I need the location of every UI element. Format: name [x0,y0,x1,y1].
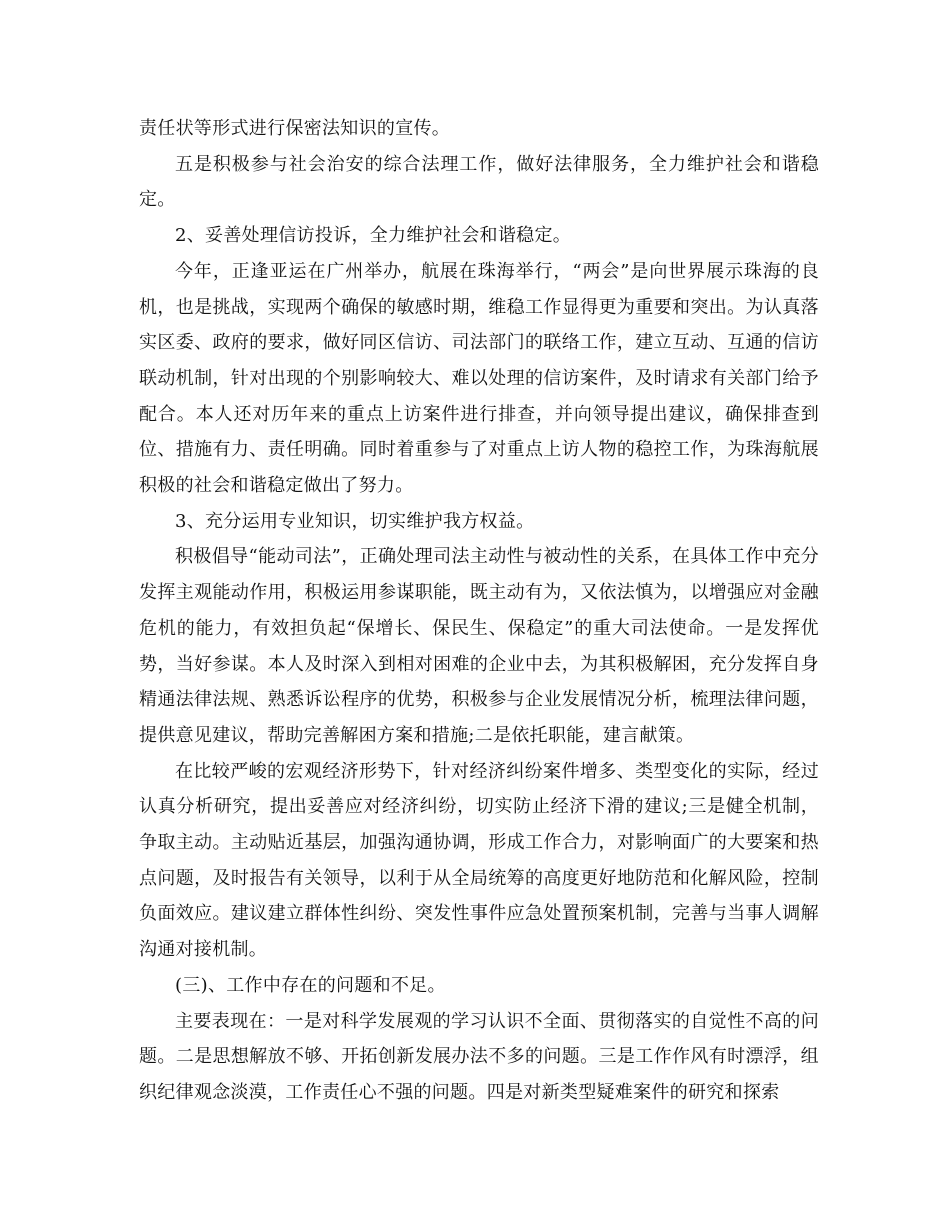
paragraph-7: 在比较严峻的宏观经济形势下，针对经济纠纷案件增多、类型变化的实际，经过认真分析研究，提出妥善应对经济纠纷，切实防止经济下滑的建议;三是健全机制，争取主动。主动贴近基层，加强沟通协调，形成工作合力，对影响面广的大要案和热点问题，及时报告有关领导，以利于从全局统筹的高度更好地防范和化解风险，控制负面效应。建议建立群体性纠纷、突发性事件应急处置预案机制，完善与当事人调解沟通对接机制。 [139,760,819,961]
paragraph-9: 主要表现在：一是对科学发展观的学习认识不全面、贯彻落实的自觉性不高的问题。二是思想解放不够、开拓创新发展办法不多的问题。三是工作作风有时漂浮，组织纪律观念淡漠，工作责任心不强的问题。四是对新类型疑难案件的研究和探索 [139,1010,819,1103]
paragraph-2: 五是积极参与社会治安的综合法理工作，做好法律服务，全力维护社会和谐稳定。 [139,153,819,211]
paragraph-1: 责任状等形式进行保密法知识的宣传。 [139,118,451,139]
paragraph-3-heading: 2、妥善处理信访投诉，全力维护社会和谐稳定。 [175,225,572,247]
paragraph-5-heading: 3、充分运用专业知识，切实维护我方权益。 [175,510,535,532]
paragraph-6: 积极倡导“能动司法”，正确处理司法主动性与被动性的关系，在具体工作中充分发挥主观能动作用，积极运用参谋职能，既主动有为，又依法慎为，以增强应对金融危机的能力，有效担负起“保增长、保民生、保稳定”的重大司法使命。一是发挥优势，当好参谋。本人及时深入到相对困难的企业中去，为其积极解困，充分发挥自身精通法律法规、熟悉诉讼程序的优势，积极参与企业发展情况分析，梳理法律问题，提供意见建议，帮助完善解困方案和措施;二是依托职能，建言献策。 [139,546,819,746]
document-body [139,111,819,1111]
paragraph-8-heading: (三)、工作中存在的问题和不足。 [175,974,446,996]
paragraph-4: 今年，正逢亚运在广州举办，航展在珠海举行，“两会”是向世界展示珠海的良机，也是挑战，实现两个确保的敏感时期，维稳工作显得更为重要和突出。为认真落实区委、政府的要求，做好同区信访、司法部门的联络工作，建立互动、互通的信访联动机制，针对出现的个别影响较大、难以处理的信访案件，及时请求有关部门给予配合。本人还对历年来的重点上访案件进行排查，并向领导提出建议，确保排查到位、措施有力、责任明确。同时着重参与了对重点上访人物的稳控工作，为珠海航展积极的社会和谐稳定做出了努力。 [139,260,819,497]
